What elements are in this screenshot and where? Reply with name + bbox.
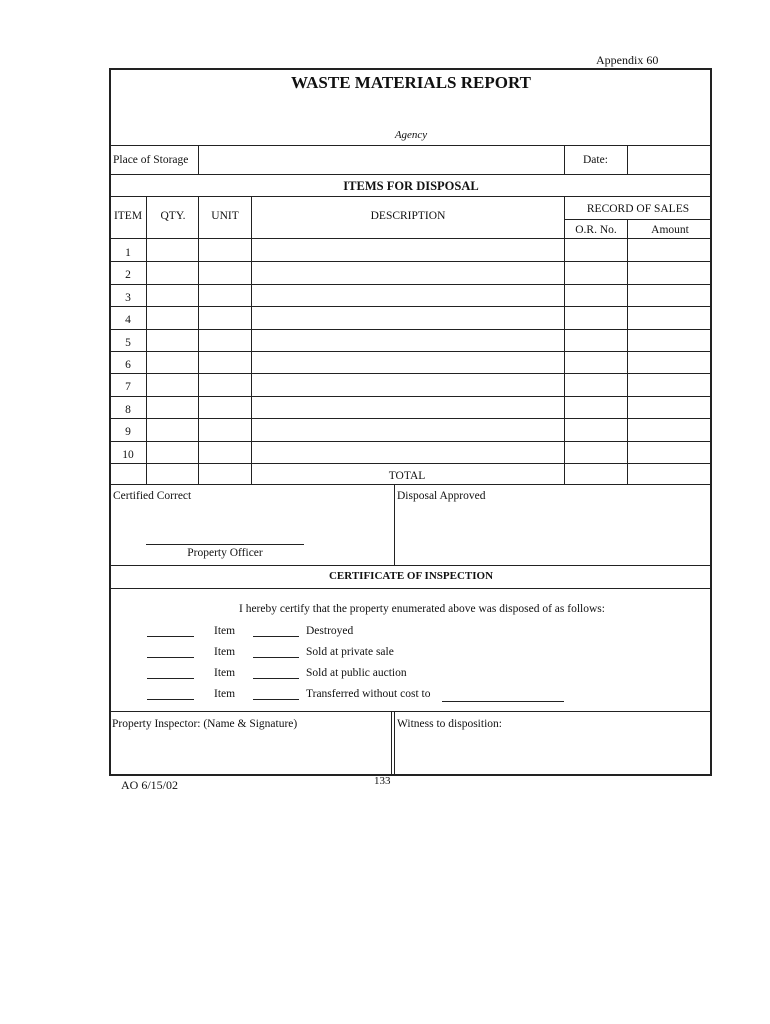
certified-correct-label: Certified Correct [113,490,192,502]
column-header-item: ITEM [113,210,143,222]
disposition-count-blank[interactable] [147,699,194,700]
divider-line [110,711,711,712]
certificate-heading: CERTIFICATE OF INSPECTION [328,570,494,582]
column-header-or-no: O.R. No. [575,224,617,236]
date-field[interactable] [629,147,709,173]
disposition-item-label: Item [214,625,236,637]
items-heading: ITEMS FOR DISPOSAL [343,179,479,193]
disposition-outcome: Sold at public auction [306,667,407,679]
row-divider [110,261,711,262]
divider-line [110,196,711,197]
appendix-label: Appendix 60 [596,53,659,67]
total-label: TOTAL [388,470,426,482]
row-divider [110,351,711,352]
disposition-item-blank[interactable] [253,657,299,658]
divider-line [110,565,711,566]
disposition-outcome: Sold at private sale [306,646,394,658]
row-number: 9 [125,426,131,439]
row-divider [110,418,711,419]
row-divider [110,373,711,374]
row-divider [110,396,711,397]
row-divider [110,306,711,307]
property-officer-signature-line[interactable] [146,544,304,545]
divider-line [198,145,199,174]
divider-line [110,484,711,485]
row-number: 1 [125,247,131,259]
disposition-count-blank[interactable] [147,678,194,679]
divider-line [110,174,711,175]
divider-line [110,463,711,464]
column-header-qty: QTY. [160,210,186,222]
date-label: Date: [583,154,608,166]
divider-line [394,711,395,775]
disposition-item-label: Item [214,667,236,679]
divider-line [627,145,628,174]
row-number: 3 [125,291,131,304]
divider-line [110,238,711,239]
row-number: 8 [125,403,131,416]
disposition-item-blank[interactable] [253,699,299,700]
column-header-record-of-sales: RECORD OF SALES [586,203,690,215]
divider-line [391,711,392,775]
page-number: 133 [374,775,391,787]
column-header-unit: UNIT [211,210,239,222]
row-number: 5 [125,336,131,349]
row-divider [110,284,711,285]
row-number: 4 [125,314,131,327]
row-number: 10 [122,448,134,461]
property-officer-label: Property Officer [187,547,263,559]
row-number: 6 [125,359,131,371]
column-header-description: DESCRIPTION [370,210,446,222]
disposition-item-label: Item [214,688,236,700]
form-title: WASTE MATERIALS REPORT [291,73,531,92]
place-of-storage-label: Place of Storage [113,154,189,166]
disposition-item-label: Item [214,646,236,658]
disposition-item-blank[interactable] [253,636,299,637]
witness-label: Witness to disposition: [397,718,502,730]
disposition-outcome: Transferred without cost to [306,688,431,700]
disposition-item-blank[interactable] [253,678,299,679]
divider-line [110,145,711,146]
property-inspector-label: Property Inspector: (Name & Signature) [112,718,298,730]
divider-line [564,145,565,174]
certify-statement: I hereby certify that the property enumerated above was disposed of as follows: [239,603,605,615]
column-header-amount: Amount [651,224,689,236]
disposal-approved-label: Disposal Approved [397,490,486,502]
disposition-count-blank[interactable] [147,636,194,637]
form-code: AO 6/15/02 [121,778,178,792]
row-number: 7 [125,381,131,394]
row-divider [110,441,711,442]
row-divider [110,329,711,330]
disposition-count-blank[interactable] [147,657,194,658]
transferred-to-blank[interactable] [442,701,564,702]
disposition-outcome: Destroyed [306,625,354,637]
divider-line [394,484,395,565]
row-number: 2 [125,269,131,282]
divider-line [564,219,711,220]
place-of-storage-field[interactable] [200,147,562,173]
divider-line [110,588,711,589]
agency-label: Agency [394,129,428,141]
